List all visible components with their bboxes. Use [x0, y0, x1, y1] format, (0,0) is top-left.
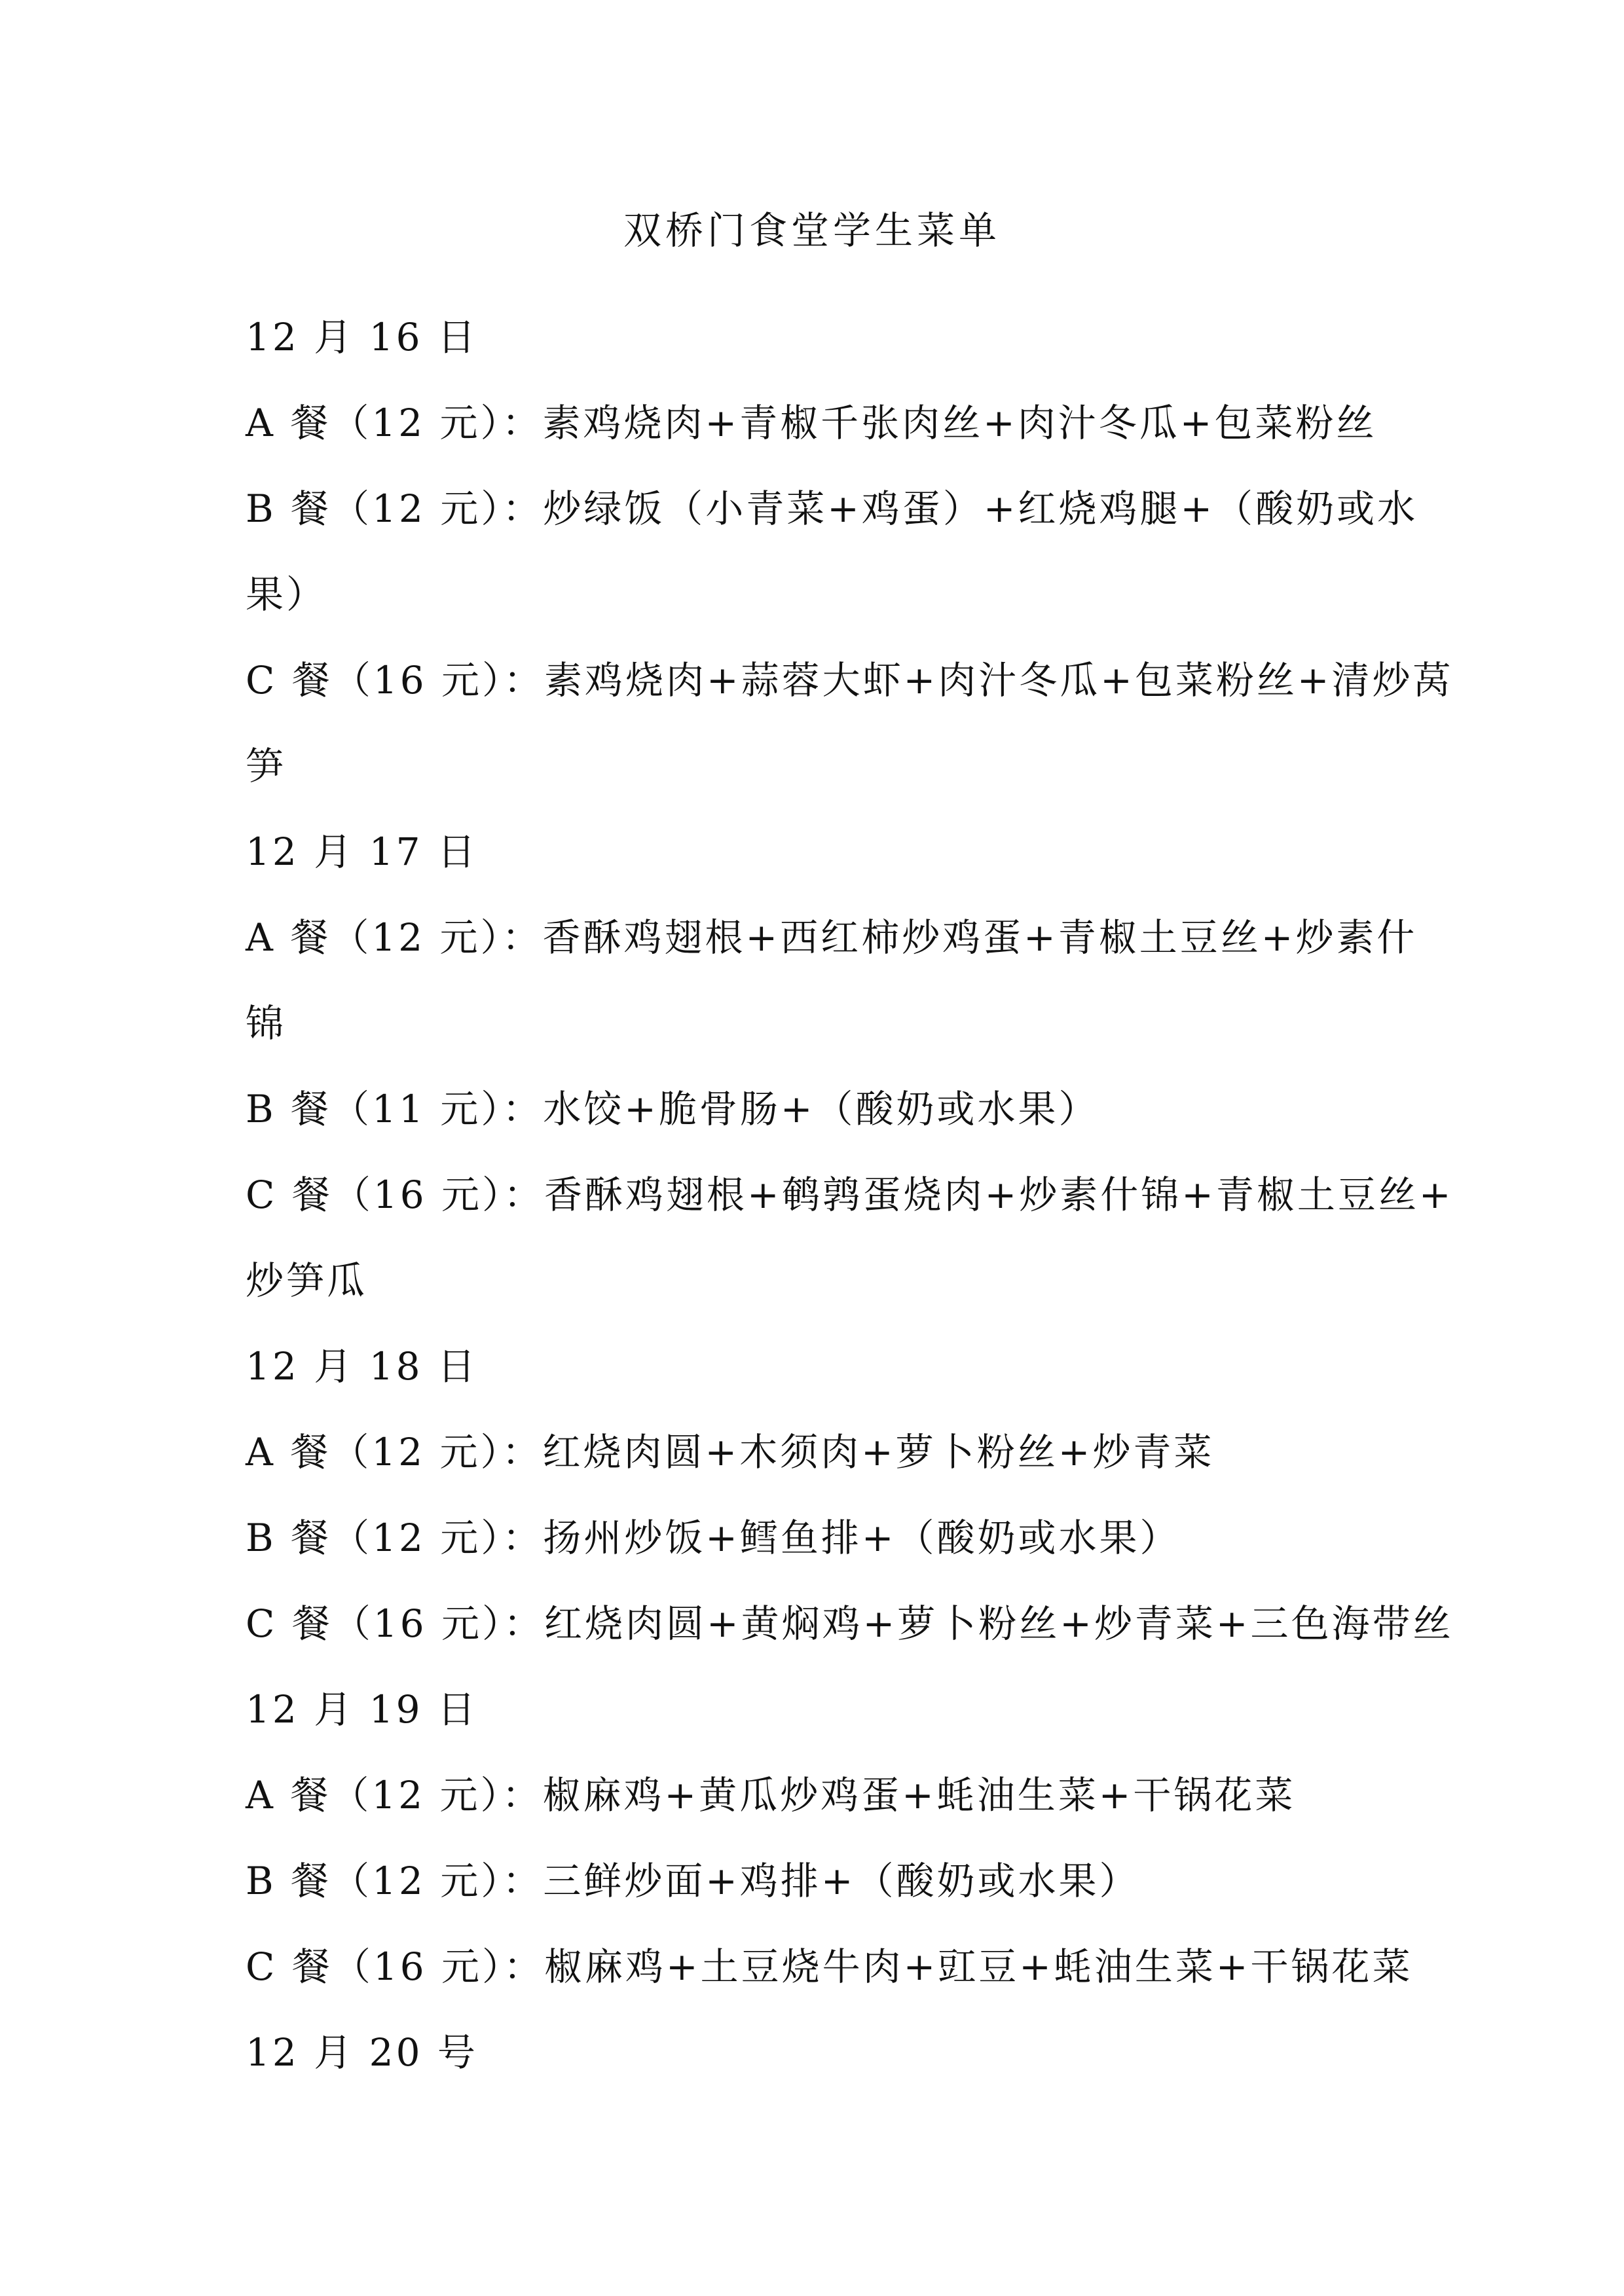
date-heading: 12 月 20 号: [246, 2030, 478, 2075]
document-title: 双桥门食堂学生菜单: [623, 208, 1001, 253]
menu-line: A 餐（12 元）：素鸡烧肉+青椒千张肉丝+肉汁冬瓜+包菜粉丝: [246, 401, 1377, 445]
menu-line-continuation: 笋: [246, 744, 287, 788]
menu-line: B 餐（12 元）：扬州炒饭+鳕鱼排+（酸奶或水果）: [246, 1516, 1181, 1560]
date-heading: 12 月 19 日: [246, 1687, 478, 1732]
menu-line-continuation: 锦: [246, 1001, 287, 1046]
date-heading: 12 月 18 日: [246, 1344, 478, 1389]
menu-line: C 餐（16 元）：香酥鸡翅根+鹌鹑蛋烧肉+炒素什锦+青椒土豆丝+: [246, 1173, 1454, 1217]
menu-line: B 餐（12 元）：三鲜炒面+鸡排+（酸奶或水果）: [246, 1859, 1140, 1903]
date-heading: 12 月 16 日: [246, 315, 478, 359]
menu-line-continuation: 炒笋瓜: [246, 1258, 368, 1303]
menu-line: B 餐（11 元）：水饺+脆骨肠+（酸奶或水果）: [246, 1087, 1099, 1131]
date-heading: 12 月 17 日: [246, 829, 478, 874]
menu-line: A 餐（12 元）：椒麻鸡+黄瓜炒鸡蛋+蚝油生菜+干锅花菜: [246, 1773, 1296, 1817]
menu-line: C 餐（16 元）：红烧肉圆+黄焖鸡+萝卜粉丝+炒青菜+三色海带丝: [246, 1601, 1454, 1646]
menu-line: C 餐（16 元）：椒麻鸡+土豆烧牛肉+豇豆+蚝油生菜+干锅花菜: [246, 1944, 1413, 1989]
menu-content: [246, 295, 1454, 2096]
menu-line: B 餐（12 元）：炒绿饭（小青菜+鸡蛋）+红烧鸡腿+（酸奶或水: [246, 486, 1418, 531]
menu-line: A 餐（12 元）：香酥鸡翅根+西红柿炒鸡蛋+青椒土豆丝+炒素什: [246, 915, 1418, 960]
menu-line-continuation: 果）: [246, 572, 327, 617]
menu-line: A 餐（12 元）：红烧肉圆+木须肉+萝卜粉丝+炒青菜: [246, 1430, 1215, 1474]
menu-line: C 餐（16 元）：素鸡烧肉+蒜蓉大虾+肉汁冬瓜+包菜粉丝+清炒莴: [246, 658, 1454, 702]
